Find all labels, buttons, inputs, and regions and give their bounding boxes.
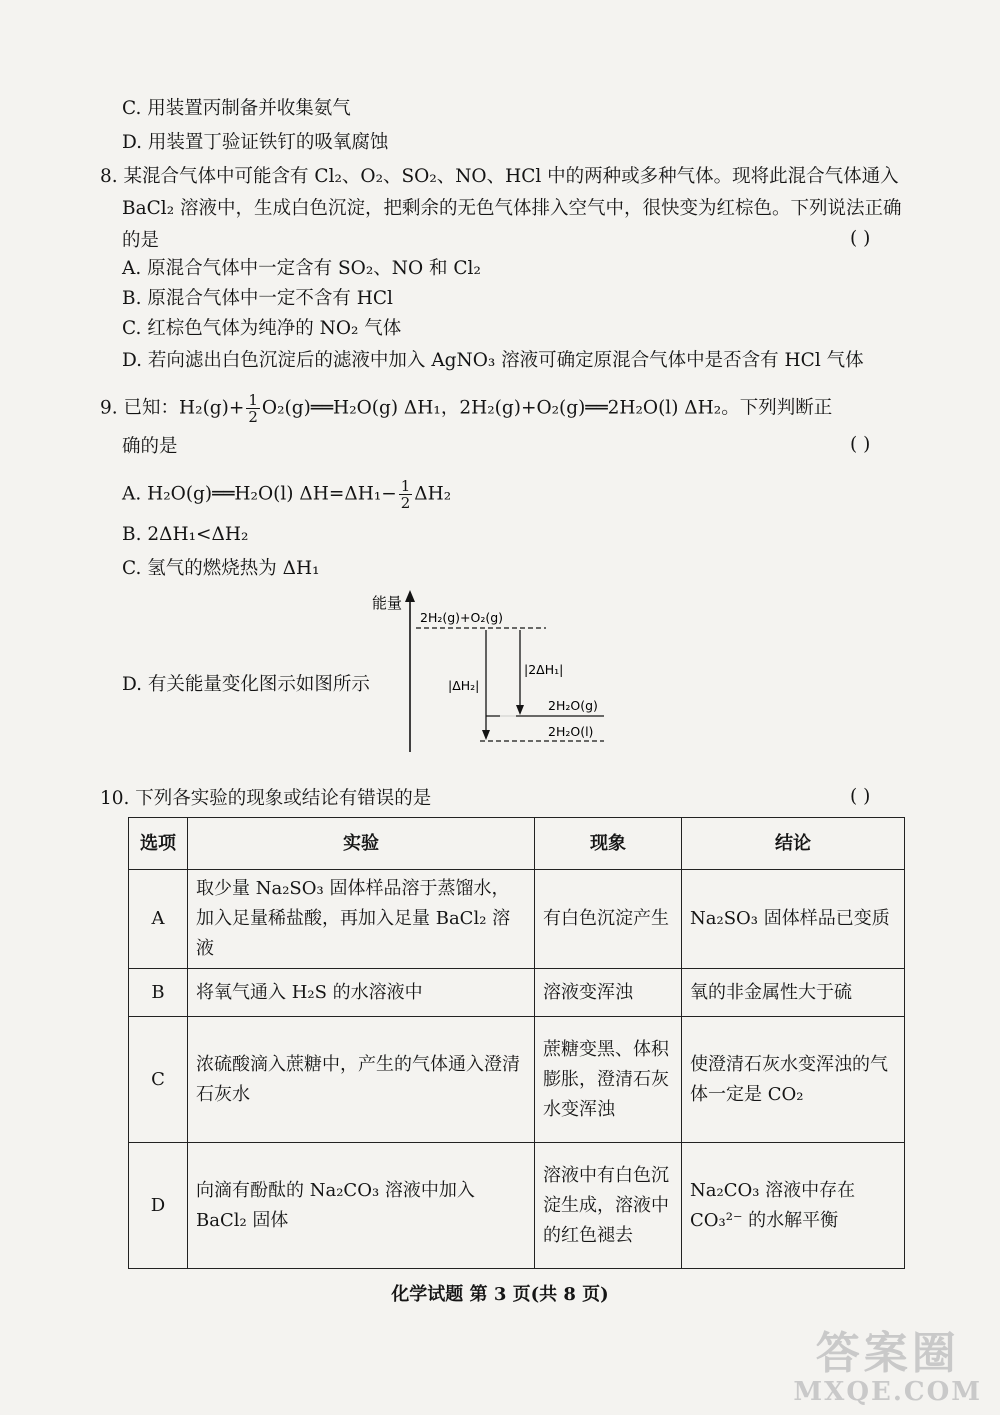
table-row bbox=[129, 1017, 905, 1143]
q8-option-d: D. 若向滤出白色沉淀后的滤液中加入 AgNO₃ 溶液可确定原混合气体中是否含有 HCl 气体 bbox=[122, 350, 864, 371]
q9-option-a-pre: A. H₂O(g)══H₂O(l) ΔH=ΔH₁− bbox=[122, 483, 397, 505]
watermark-logo: 答案圈 bbox=[815, 1328, 960, 1379]
q9-option-b: B. 2ΔH₁<ΔH₂ bbox=[122, 524, 249, 545]
row-option: C bbox=[129, 1017, 188, 1143]
row-conclusion: Na₂CO₃ 溶液中存在 CO₃²⁻ 的水解平衡 bbox=[682, 1143, 905, 1269]
row-experiment: 将氧气通入 H₂S 的水溶液中 bbox=[188, 969, 535, 1017]
q8-stem-line1: 8. 某混合气体中可能含有 Cl₂、O₂、SO₂、NO、HCl 中的两种或多种气体。现将此混合气体通入 bbox=[100, 166, 899, 187]
q9-stem-line1 bbox=[100, 392, 832, 425]
arrow-long-head bbox=[482, 730, 490, 740]
watermark-url: MXQE.COM bbox=[793, 1377, 982, 1407]
q9-fraction bbox=[246, 392, 260, 425]
q8-stem-line3: 的是 bbox=[122, 230, 160, 251]
q9-option-d: D. 有关能量变化图示如图所示 bbox=[122, 674, 370, 695]
row-conclusion: 氧的非金属性大于硫 bbox=[682, 969, 905, 1017]
q9-option-a-fraction bbox=[399, 478, 413, 511]
row-conclusion: 使澄清石灰水变浑浊的气体一定是 CO₂ bbox=[682, 1017, 905, 1143]
watermark bbox=[793, 1317, 982, 1407]
q8-answer-paren: ( ) bbox=[850, 228, 871, 249]
q9-option-a-frac-num: 1 bbox=[400, 477, 411, 495]
q7-option-c: C. 用装置丙制备并收集氨气 bbox=[122, 98, 351, 119]
row-phenomenon: 蔗糖变黑、体积膨胀，澄清石灰水变浑浊 bbox=[535, 1017, 682, 1143]
q9-option-a bbox=[122, 478, 451, 511]
row-experiment: 取少量 Na₂SO₃ 固体样品溶于蒸馏水，加入足量稀盐酸，再加入足量 BaCl₂ 溶液 bbox=[188, 870, 535, 969]
q9-frac-num: 1 bbox=[248, 391, 258, 409]
q9-option-a-post: ΔH₂ bbox=[414, 483, 452, 505]
arrow-short-label: |2ΔH₁| bbox=[524, 662, 564, 677]
table-row bbox=[129, 870, 905, 969]
level-mid-label: 2H₂O(g) bbox=[548, 698, 598, 713]
q9-answer-paren: ( ) bbox=[850, 434, 871, 455]
experiment-table bbox=[128, 817, 905, 1269]
q9-option-a-frac-den: 2 bbox=[400, 494, 411, 512]
q10-answer-paren: ( ) bbox=[850, 786, 871, 807]
row-option: B bbox=[129, 969, 188, 1017]
row-phenomenon: 溶液变浑浊 bbox=[535, 969, 682, 1017]
q8-option-a: A. 原混合气体中一定含有 SO₂、NO 和 Cl₂ bbox=[122, 258, 481, 279]
header-option: 选项 bbox=[129, 818, 188, 870]
q8-option-b: B. 原混合气体中一定不含有 HCl bbox=[122, 288, 393, 309]
q8-option-c: C. 红棕色气体为纯净的 NO₂ 气体 bbox=[122, 318, 402, 339]
row-experiment: 浓硫酸滴入蔗糖中，产生的气体通入澄清石灰水 bbox=[188, 1017, 535, 1143]
level-bottom-label: 2H₂O(l) bbox=[548, 724, 594, 739]
arrow-short-head bbox=[516, 705, 524, 715]
table-row bbox=[129, 1143, 905, 1269]
level-top-label: 2H₂(g)+O₂(g) bbox=[420, 610, 504, 625]
q9-stem-pre: 9. 已知：H₂(g)+ bbox=[100, 397, 245, 419]
energy-axis-arrowhead bbox=[405, 590, 415, 602]
page-footer: 化学试题 第 3 页(共 8 页) bbox=[391, 1284, 609, 1305]
header-conclusion: 结论 bbox=[682, 818, 905, 870]
row-option: A bbox=[129, 870, 188, 969]
q9-frac-den: 2 bbox=[248, 408, 258, 426]
energy-diagram bbox=[370, 586, 610, 756]
q9-option-c: C. 氢气的燃烧热为 ΔH₁ bbox=[122, 558, 320, 579]
energy-axis-label: 能量 bbox=[372, 594, 403, 612]
arrow-long-label: |ΔH₂| bbox=[448, 678, 480, 693]
header-phenomenon: 现象 bbox=[535, 818, 682, 870]
table-row bbox=[129, 969, 905, 1017]
q7-option-d: D. 用装置丁验证铁钉的吸氧腐蚀 bbox=[122, 132, 389, 153]
row-option: D bbox=[129, 1143, 188, 1269]
q8-stem-line2: BaCl₂ 溶液中，生成白色沉淀，把剩余的无色气体排入空气中，很快变为红棕色。下列说法正确 bbox=[122, 198, 902, 219]
row-experiment: 向滴有酚酞的 Na₂CO₃ 溶液中加入 BaCl₂ 固体 bbox=[188, 1143, 535, 1269]
q9-stem-line2: 确的是 bbox=[122, 436, 178, 457]
row-phenomenon: 有白色沉淀产生 bbox=[535, 870, 682, 969]
header-experiment: 实验 bbox=[188, 818, 535, 870]
table-header-row bbox=[129, 818, 905, 870]
row-phenomenon: 溶液中有白色沉淀生成，溶液中的红色褪去 bbox=[535, 1143, 682, 1269]
q9-stem-post: O₂(g)══H₂O(g) ΔH₁，2H₂(g)+O₂(g)══2H₂O(l) ΔH₂。下列判断正 bbox=[261, 397, 833, 419]
q10-stem: 10. 下列各实验的现象或结论有错误的是 bbox=[100, 788, 432, 809]
row-conclusion: Na₂SO₃ 固体样品已变质 bbox=[682, 870, 905, 969]
